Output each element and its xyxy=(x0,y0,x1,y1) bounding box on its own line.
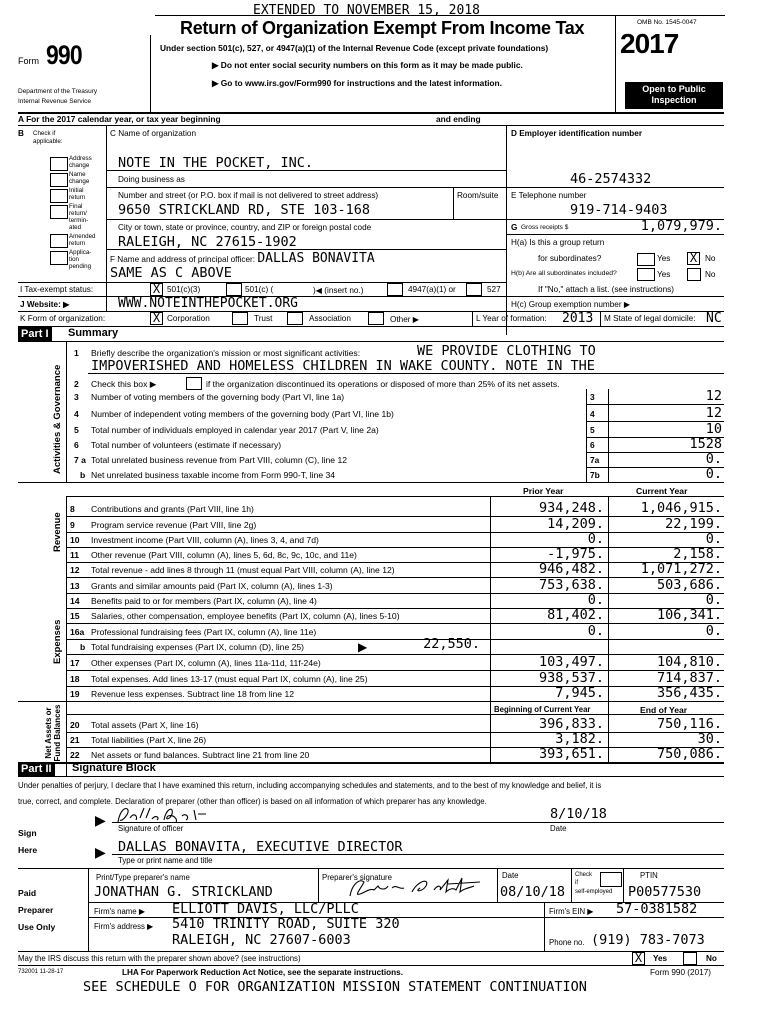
b-applicable: applicable: xyxy=(33,138,63,145)
i-501c: 501(c) ( xyxy=(245,285,274,294)
city-label: City or town, state or province, country, and ZIP or foreign postal code xyxy=(118,223,372,232)
fin-line-text: Grants and similar amounts paid (Part IX, column (A), lines 1-3) xyxy=(91,581,333,591)
gov-line-value: 12 xyxy=(705,405,722,421)
ha-no-checkbox[interactable]: X xyxy=(687,252,700,265)
i-insert: )◀ (insert no.) xyxy=(313,286,364,295)
line16b-arrow-icon: ▶ xyxy=(358,640,368,654)
ptin: P00577530 xyxy=(628,884,702,900)
fin-line-num: 13 xyxy=(70,581,80,591)
fin-current-value: 2,158. xyxy=(673,546,722,562)
discuss-yes: Yes xyxy=(653,954,668,963)
instructions-text: Go to www.irs.gov/Form990 for instructions and the latest information. xyxy=(220,78,502,88)
gov-line-text: Total number of volunteers (estimate if necessary) xyxy=(91,440,282,450)
fin-line-text: Total assets (Part X, line 16) xyxy=(91,720,199,730)
fin-prior-value: 103,497. xyxy=(538,654,604,670)
gov-line-text: Total number of individuals employed in calendar year 2017 (Part V, line 2a) xyxy=(91,425,379,435)
line2-a-text: Check this box xyxy=(91,379,148,389)
instructions-link: ▶ Go to www.irs.gov/Form990 for instructions and the latest information. xyxy=(212,78,502,88)
line-a-end: and ending xyxy=(436,114,481,124)
j-label-text: J Website: xyxy=(20,300,61,309)
f-label xyxy=(110,251,375,266)
firm-ein: 57-0381582 xyxy=(616,901,698,917)
firm-ein-label: Firm's EIN ▶ xyxy=(549,907,594,916)
fin-line-num: 11 xyxy=(70,550,80,560)
part1-title: Summary xyxy=(68,327,119,339)
firm-address-1: 5410 TRINITY ROAD, SUITE 320 xyxy=(172,916,400,932)
form-word: Form xyxy=(18,56,39,66)
type-label: Type or print name and title xyxy=(118,856,213,865)
hb-yes: Yes xyxy=(657,270,671,279)
side-expenses: Expenses xyxy=(52,619,63,664)
firm-name: ELLIOTT DAVIS, LLC/PLLC xyxy=(172,901,359,917)
check-amended-return: Amended return xyxy=(69,233,96,247)
g-text: Gross receipts $ xyxy=(521,224,569,231)
fin-prior-value: 7,945. xyxy=(555,685,604,701)
sign-label: Sign xyxy=(18,828,37,838)
checkbox-initial-return[interactable] xyxy=(50,189,68,203)
perjury-2: true, correct, and complete. Declaration of preparer (other than officer) is based on all information of which preparer has any knowledge. xyxy=(18,797,487,806)
checkbox-amended-return[interactable] xyxy=(50,234,68,248)
footer-lha: LHA For Paperwork Reduction Act Notice, see the separate instructions. xyxy=(122,968,404,977)
side-net-assets: Net Assets or Fund Balances xyxy=(44,704,62,762)
check-final-return: Final return/ termin- ated xyxy=(69,203,89,231)
gov-line-num: 5 xyxy=(74,425,79,435)
fin-line-text: Total liabilities (Part X, line 26) xyxy=(91,735,207,745)
form-number: 990 xyxy=(46,40,82,70)
k-association: Association xyxy=(309,314,351,323)
phone: 919-714-9403 xyxy=(570,202,668,218)
org-name: NOTE IN THE POCKET, INC. xyxy=(118,155,314,171)
begin-year-header: Beginning of Current Year xyxy=(494,705,591,714)
fin-line-text: Other revenue (Part VIII, column (A), lines 5, 6d, 8c, 9c, 10c, and 11e) xyxy=(91,550,357,560)
check-address-change: Address change xyxy=(69,155,92,169)
irs-label: Internal Revenue Service xyxy=(18,98,91,105)
fin-line-num: 18 xyxy=(70,674,80,684)
fin-line-num: 19 xyxy=(70,689,80,699)
fin-prior-value: 0. xyxy=(587,623,604,639)
f-label-text: F Name and address of principal officer: xyxy=(110,255,256,264)
dept-treasury: Department of the Treasury xyxy=(18,88,98,95)
extension-note: EXTENDED TO NOVEMBER 15, 2018 xyxy=(253,3,480,18)
gov-line-value: 1528 xyxy=(689,436,722,452)
website[interactable]: WWW.NOTEINTHEPOCKET.ORG xyxy=(118,296,299,311)
fin-prior-value: 0. xyxy=(587,592,604,608)
fin-current-value: 0. xyxy=(705,623,722,639)
self-emp-label: self-employed xyxy=(575,889,613,895)
fin-current-value: 106,341. xyxy=(656,607,722,623)
i-4947: 4947(a)(1) or xyxy=(408,285,456,294)
omb-number: OMB No. 1545-0047 xyxy=(637,19,697,26)
firm-name-label: Firm's name ▶ xyxy=(94,907,145,916)
fin-line-num: 9 xyxy=(70,520,75,530)
firm-name-label-text: Firm's name xyxy=(94,907,137,916)
firm-phone: (919) 783-7073 xyxy=(591,932,705,948)
gov-line-text: Number of independent voting members of the governing body (Part VI, line 1b) xyxy=(91,409,394,419)
gov-line-num: 7 a xyxy=(74,455,86,465)
tax-year: 2017 xyxy=(620,28,679,59)
j-label: J Website: ▶ xyxy=(20,300,70,309)
ptin-label: PTIN xyxy=(640,871,658,880)
i-501c-checkbox[interactable] xyxy=(226,283,242,296)
gov-line-box: 7b xyxy=(590,470,600,480)
fin-line-text: Total revenue - add lines 8 through 11 (must equal Part VIII, column (A), line 12) xyxy=(91,565,395,575)
line16b-value: 22,550. xyxy=(423,636,480,652)
ein: 46-2574332 xyxy=(570,171,652,187)
g-label: G xyxy=(511,223,518,232)
org-street: 9650 STRICKLAND RD, STE 103-168 xyxy=(118,202,370,218)
org-city: RALEIGH, NC 27615-1902 xyxy=(118,234,297,250)
preparer-name: JONATHAN G. STRICKLAND xyxy=(94,884,273,900)
fin-line-text: Other expenses (Part IX, column (A), lines 11a-11d, 11f-24e) xyxy=(91,658,321,668)
firm-addr-label: Firm's address ▶ xyxy=(94,922,154,931)
fin-prior-value: 396,833. xyxy=(538,716,604,732)
line1-text: Briefly describe the organization's mission or most significant activities: xyxy=(91,348,361,358)
gov-line-box: 5 xyxy=(590,425,595,435)
form-title: Return of Organization Exempt From Income Tax xyxy=(180,18,585,38)
state: NC xyxy=(706,311,722,326)
i-501c3-checkbox[interactable]: X xyxy=(150,283,163,296)
checkbox-application-pending[interactable] xyxy=(50,251,68,265)
line2-num: 2 xyxy=(74,379,79,389)
check-name-change: Name change xyxy=(69,171,90,185)
fin-line-text: Program service revenue (Part VIII, line 2g) xyxy=(91,520,257,530)
fin-current-value: 1,046,915. xyxy=(640,500,722,516)
checkbox-address-change[interactable] xyxy=(50,157,68,171)
fin-line-text: Contributions and grants (Part VIII, line 1h) xyxy=(91,504,254,514)
check-initial-return: Initial return xyxy=(69,187,86,201)
side-governance: Activities & Governance xyxy=(52,364,63,474)
b-check: Check if xyxy=(33,130,56,137)
year-formed: 2013 xyxy=(562,311,594,326)
dba-label: Doing business as xyxy=(118,175,185,184)
ha-yes-checkbox[interactable] xyxy=(637,253,655,266)
current-year-header: Current Year xyxy=(636,486,688,496)
hc-label: H(c) Group exemption number ▶ xyxy=(511,300,631,309)
prior-year-header: Prior Year xyxy=(523,486,564,496)
fin-prior-value: 81,402. xyxy=(547,607,604,623)
form-subtitle: Under section 501(c), 527, or 4947(a)(1) of the Internal Revenue Code (except private foundations) xyxy=(160,43,549,53)
hb-no-checkbox[interactable] xyxy=(687,268,701,281)
fin-current-value: 0. xyxy=(705,592,722,608)
fin-line-num: 15 xyxy=(70,611,80,621)
here-label: Here xyxy=(18,845,38,855)
k-corporation: Corporation xyxy=(167,314,210,323)
fin-line-text: Professional fundraising fees (Part IX, column (A), line 11e) xyxy=(91,627,317,637)
discuss-yes-checkbox[interactable]: X xyxy=(632,952,645,965)
self-employed-checkbox[interactable] xyxy=(600,872,622,887)
gov-line-text: Number of voting members of the governing body (Part VI, line 1a) xyxy=(91,392,345,402)
preparer-signature xyxy=(330,874,490,902)
gov-line-num: 4 xyxy=(74,409,79,419)
fin-prior-value: 14,209. xyxy=(547,516,604,532)
gov-line-box: 3 xyxy=(590,392,595,402)
prep-name-label: Print/Type preparer's name xyxy=(96,873,190,882)
gov-line-value: 12 xyxy=(705,388,722,404)
k-other-checkbox[interactable] xyxy=(368,312,384,325)
part2-title: Signature Block xyxy=(72,762,156,774)
fin-current-value: 356,435. xyxy=(656,685,722,701)
perjury-1: Under penalties of perjury, I declare that I have examined this return, including accompanying schedules and statements, and to the best of my knowledge and belief, it is xyxy=(18,781,602,790)
bottom-note: SEE SCHEDULE O FOR ORGANIZATION MISSION STATEMENT CONTINUATION xyxy=(83,979,587,995)
fin-prior-value: 934,248. xyxy=(538,500,604,516)
ha-label: H(a) Is this a group return xyxy=(511,238,605,247)
fin-prior-value: 946,482. xyxy=(538,561,604,577)
line1-num: 1 xyxy=(74,348,79,358)
hb-no: No xyxy=(705,270,716,279)
mission-1: WE PROVIDE CLOTHING TO xyxy=(417,343,596,359)
gov-line-num: b xyxy=(80,470,86,480)
discuss-no-checkbox[interactable] xyxy=(683,952,697,965)
firm-addr-label-text: Firm's address xyxy=(94,922,145,931)
i-label: I Tax-exempt status: xyxy=(20,285,94,294)
open-public-1: Open to Public xyxy=(642,84,706,94)
fin-line-text: Investment income (Part VIII, column (A), lines 3, 4, and 7d) xyxy=(91,535,319,545)
prep-sig-label: Preparer's signature xyxy=(322,873,392,882)
k-association-checkbox[interactable] xyxy=(287,312,303,325)
part1-badge: Part I xyxy=(18,327,52,341)
check-label: Check xyxy=(575,872,593,878)
footer-form: Form 990 (2017) xyxy=(650,968,711,977)
side-revenue: Revenue xyxy=(52,512,63,552)
ssn-warning: ▶ Do not enter social security numbers on this form as it may be made public. xyxy=(212,60,523,70)
room-label: Room/suite xyxy=(457,191,499,200)
if-label: if xyxy=(575,880,578,886)
fin-prior-value: 3,182. xyxy=(555,731,604,747)
hc-label-text: H(c) Group exemption number xyxy=(511,300,622,309)
fin-line-num: 17 xyxy=(70,658,80,668)
gov-line-value: 0. xyxy=(705,466,722,482)
prep-date-label: Date xyxy=(502,871,519,880)
fin-line-text: Benefits paid to or for members (Part IX, column (A), line 4) xyxy=(91,596,317,606)
gov-line-box: 6 xyxy=(590,440,595,450)
fin-prior-value: 938,537. xyxy=(538,670,604,686)
use-only-label: Use Only xyxy=(18,922,56,932)
gov-line-box: 7a xyxy=(590,455,600,465)
open-public-2: Inspection xyxy=(651,95,697,105)
fin-line-num: 20 xyxy=(70,720,80,730)
e-label: E Telephone number xyxy=(511,191,587,200)
fin-prior-value: 393,651. xyxy=(538,746,604,762)
fin-current-value: 0. xyxy=(705,531,722,547)
ha2-label: for subordinates? xyxy=(538,254,602,263)
fin-current-value: 503,686. xyxy=(656,577,722,593)
footer-code: 732001 11-28-17 xyxy=(18,969,64,975)
fin-current-value: 750,116. xyxy=(656,716,722,732)
gov-line-value: 0. xyxy=(705,451,722,467)
fin-prior-value: -1,975. xyxy=(547,546,604,562)
k-trust-checkbox[interactable] xyxy=(232,312,248,325)
k-other-text: Other xyxy=(390,315,411,324)
b-label: B xyxy=(18,129,24,138)
hb-label: H(b) Are all subordinates included? xyxy=(511,270,617,277)
line2-b: if the organization discontinued its operations or disposed of more than 25% of its net assets. xyxy=(206,379,560,389)
fin-prior-value: 753,638. xyxy=(538,577,604,593)
fin-line-num: 14 xyxy=(70,596,80,606)
fin-current-value: 750,086. xyxy=(656,746,722,762)
fin-line-num: 12 xyxy=(70,565,80,575)
line16b-num: b xyxy=(80,642,86,652)
checkbox-name-change[interactable] xyxy=(50,173,68,187)
fin-current-value: 104,810. xyxy=(656,654,722,670)
hb-note: If "No," attach a list. (see instructions) xyxy=(538,285,674,294)
i-501c3: 501(c)(3) xyxy=(167,285,201,294)
fin-current-value: 22,199. xyxy=(665,516,722,532)
fin-line-num: 8 xyxy=(70,504,75,514)
officer-name: DALLAS BONAVITA xyxy=(257,251,375,266)
line16b-text: Total fundraising expenses (Part IX, column (D), line 25) xyxy=(91,642,305,652)
ha-no: No xyxy=(705,254,716,263)
ssn-warning-text: Do not enter social security numbers on this form as it may be made public. xyxy=(220,60,523,70)
k-trust: Trust xyxy=(254,314,273,323)
k-corporation-checkbox[interactable]: X xyxy=(150,312,163,325)
ha-yes: Yes xyxy=(657,254,671,263)
firm-address-2: RALEIGH, NC 27607-6003 xyxy=(172,932,351,948)
firm-ein-label-text: Firm's EIN xyxy=(549,907,586,916)
mission-2: IMPOVERISHED AND HOMELESS CHILDREN IN WAKE COUNTY. NOTE IN THE xyxy=(91,358,595,374)
check-application-pending: Applica- tion pending xyxy=(69,249,92,270)
sign-arrow-icon: ▶ xyxy=(95,812,106,828)
officer-title: DALLAS BONAVITA, EXECUTIVE DIRECTOR xyxy=(118,839,403,855)
gov-line-text: Total unrelated business revenue from Part VIII, column (C), line 12 xyxy=(91,455,348,465)
sig-label: Signature of officer xyxy=(118,824,184,833)
k-label: K Form of organization: xyxy=(20,314,106,323)
i-527: 527 xyxy=(487,285,501,294)
paid-label: Paid xyxy=(18,888,37,898)
end-year-header: End of Year xyxy=(640,705,688,715)
fin-line-num: 16a xyxy=(70,627,85,637)
fin-line-text: Salaries, other compensation, employee benefits (Part IX, column (A), lines 5-10) xyxy=(91,611,400,621)
line2-a: Check this box ▶ xyxy=(91,379,157,389)
sign-date: 8/10/18 xyxy=(550,806,607,822)
preparer-label: Preparer xyxy=(18,905,54,915)
phone-label: Phone no. xyxy=(549,938,585,947)
line-a: A For the 2017 calendar year, or tax year beginning xyxy=(18,114,221,124)
street-label: Number and street (or P.O. box if mail is not delivered to street address) xyxy=(118,191,379,200)
k-other: Other ▶ xyxy=(390,315,420,324)
i-527-checkbox[interactable] xyxy=(466,283,482,296)
preparer-date: 08/10/18 xyxy=(500,884,566,900)
fin-line-text: Revenue less expenses. Subtract line 18 from line 12 xyxy=(91,689,295,699)
gov-line-num: 3 xyxy=(74,392,79,402)
d-label: D Employer identification number xyxy=(511,129,643,138)
c-label: C Name of organization xyxy=(110,129,197,138)
fin-line-num: 21 xyxy=(70,735,80,745)
part2-badge: Part II xyxy=(18,762,55,776)
type-arrow-icon: ▶ xyxy=(95,844,106,860)
gov-line-text: Net unrelated business taxable income from Form 990-T, line 34 xyxy=(91,470,336,480)
fin-line-num: 22 xyxy=(70,750,80,760)
fin-line-num: 10 xyxy=(70,535,80,545)
fin-line-text: Net assets or fund balances. Subtract line 21 from line 20 xyxy=(91,750,310,760)
hb-yes-checkbox[interactable] xyxy=(637,268,655,281)
fin-current-value: 30. xyxy=(697,731,722,747)
fin-current-value: 1,071,272. xyxy=(640,561,722,577)
m-label: M State of legal domicile: xyxy=(604,314,696,323)
fin-prior-value: 0. xyxy=(587,531,604,547)
officer-address: SAME AS C ABOVE xyxy=(110,265,232,281)
date-label: Date xyxy=(550,824,567,833)
gov-line-box: 4 xyxy=(590,409,595,419)
discuss-no: No xyxy=(706,954,717,963)
l-label: L Year of formation: xyxy=(476,314,547,323)
line2-checkbox[interactable] xyxy=(186,377,202,390)
gov-line-num: 6 xyxy=(74,440,79,450)
checkbox-final-return[interactable] xyxy=(50,205,68,219)
fin-line-text: Total expenses. Add lines 13-17 (must equal Part IX, column (A), line 25) xyxy=(91,674,368,684)
gov-line-value: 10 xyxy=(705,421,722,437)
i-4947-checkbox[interactable] xyxy=(387,283,403,296)
gross-receipts: 1,079,979. xyxy=(640,218,722,234)
fin-current-value: 714,837. xyxy=(656,670,722,686)
discuss-question: May the IRS discuss this return with the preparer shown above? (see instructions) xyxy=(18,954,301,963)
